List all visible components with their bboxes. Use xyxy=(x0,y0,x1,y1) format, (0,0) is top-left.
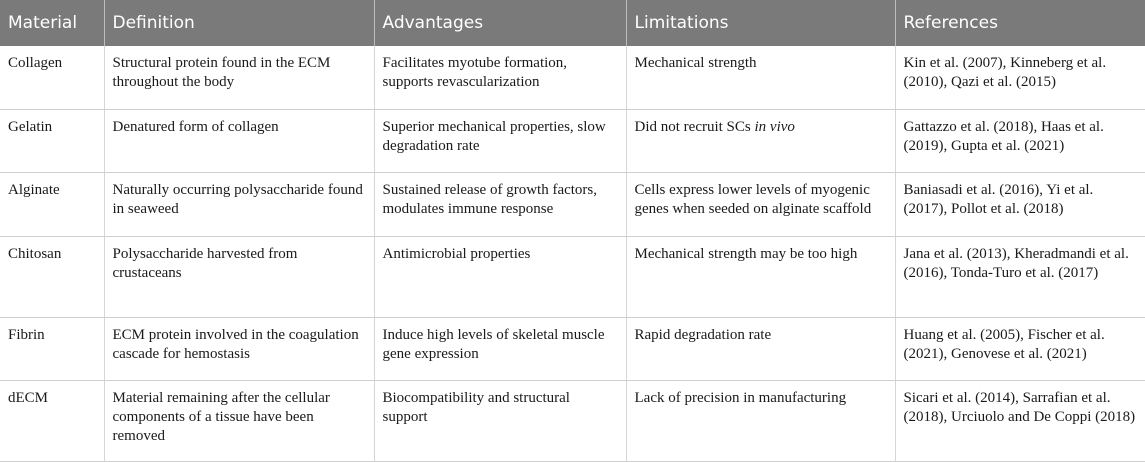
cell-advantages: Sustained release of growth factors, modulates immune response xyxy=(374,173,626,237)
cell-advantages: Superior mechanical properties, slow degradation rate xyxy=(374,110,626,173)
cell-advantages: Induce high levels of skeletal muscle gene expression xyxy=(374,318,626,381)
header-material: Material xyxy=(0,0,104,46)
cell-limitations: Mechanical strength may be too high xyxy=(626,237,895,318)
cell-definition: Naturally occurring polysaccharide found in seaweed xyxy=(104,173,374,237)
header-definition: Definition xyxy=(104,0,374,46)
cell-definition: Denatured form of collagen xyxy=(104,110,374,173)
cell-references: Huang et al. (2005), Fischer et al. (2021), Genovese et al. (2021) xyxy=(895,318,1145,381)
table-row xyxy=(0,46,1145,110)
header-advantages: Advantages xyxy=(374,0,626,46)
cell-limitations: Cells express lower levels of myogenic genes when seeded on alginate scaffold xyxy=(626,173,895,237)
table-row xyxy=(0,173,1145,237)
cell-limitations: Mechanical strength xyxy=(626,46,895,110)
cell-material: Fibrin xyxy=(0,318,104,381)
table-row xyxy=(0,110,1145,173)
cell-definition: Structural protein found in the ECM throughout the body xyxy=(104,46,374,110)
cell-definition: Material remaining after the cellular components of a tissue have been removed xyxy=(104,381,374,462)
table-row xyxy=(0,381,1145,462)
cell-material: Alginate xyxy=(0,173,104,237)
cell-advantages: Facilitates myotube formation, supports revascularization xyxy=(374,46,626,110)
cell-references: Baniasadi et al. (2016), Yi et al. (2017), Pollot et al. (2018) xyxy=(895,173,1145,237)
header-row xyxy=(0,0,1145,46)
header-limitations: Limitations xyxy=(626,0,895,46)
cell-limitations: Lack of precision in manufacturing xyxy=(626,381,895,462)
cell-references: Sicari et al. (2014), Sarrafian et al. (2018), Urciuolo and De Coppi (2018) xyxy=(895,381,1145,462)
limitations-text: Did not recruit SCs xyxy=(634,119,755,135)
table-header xyxy=(0,0,1145,46)
cell-definition: ECM protein involved in the coagulation cascade for hemostasis xyxy=(104,318,374,381)
limitations-italic: in vivo xyxy=(754,119,795,135)
cell-references: Kin et al. (2007), Kinneberg et al. (2010), Qazi et al. (2015) xyxy=(895,46,1145,110)
cell-definition: Polysaccharide harvested from crustaceans xyxy=(104,237,374,318)
cell-advantages: Biocompatibility and structural support xyxy=(374,381,626,462)
cell-material: Collagen xyxy=(0,46,104,110)
table-row xyxy=(0,237,1145,318)
cell-references: Jana et al. (2013), Kheradmandi et al. (2016), Tonda-Turo et al. (2017) xyxy=(895,237,1145,318)
header-references: References xyxy=(895,0,1145,46)
cell-limitations xyxy=(626,110,895,173)
cell-advantages: Antimicrobial properties xyxy=(374,237,626,318)
cell-material: dECM xyxy=(0,381,104,462)
table-row xyxy=(0,318,1145,381)
cell-material: Gelatin xyxy=(0,110,104,173)
cell-material: Chitosan xyxy=(0,237,104,318)
cell-references: Gattazzo et al. (2018), Haas et al. (2019), Gupta et al. (2021) xyxy=(895,110,1145,173)
cell-limitations: Rapid degradation rate xyxy=(626,318,895,381)
table-body xyxy=(0,46,1145,462)
